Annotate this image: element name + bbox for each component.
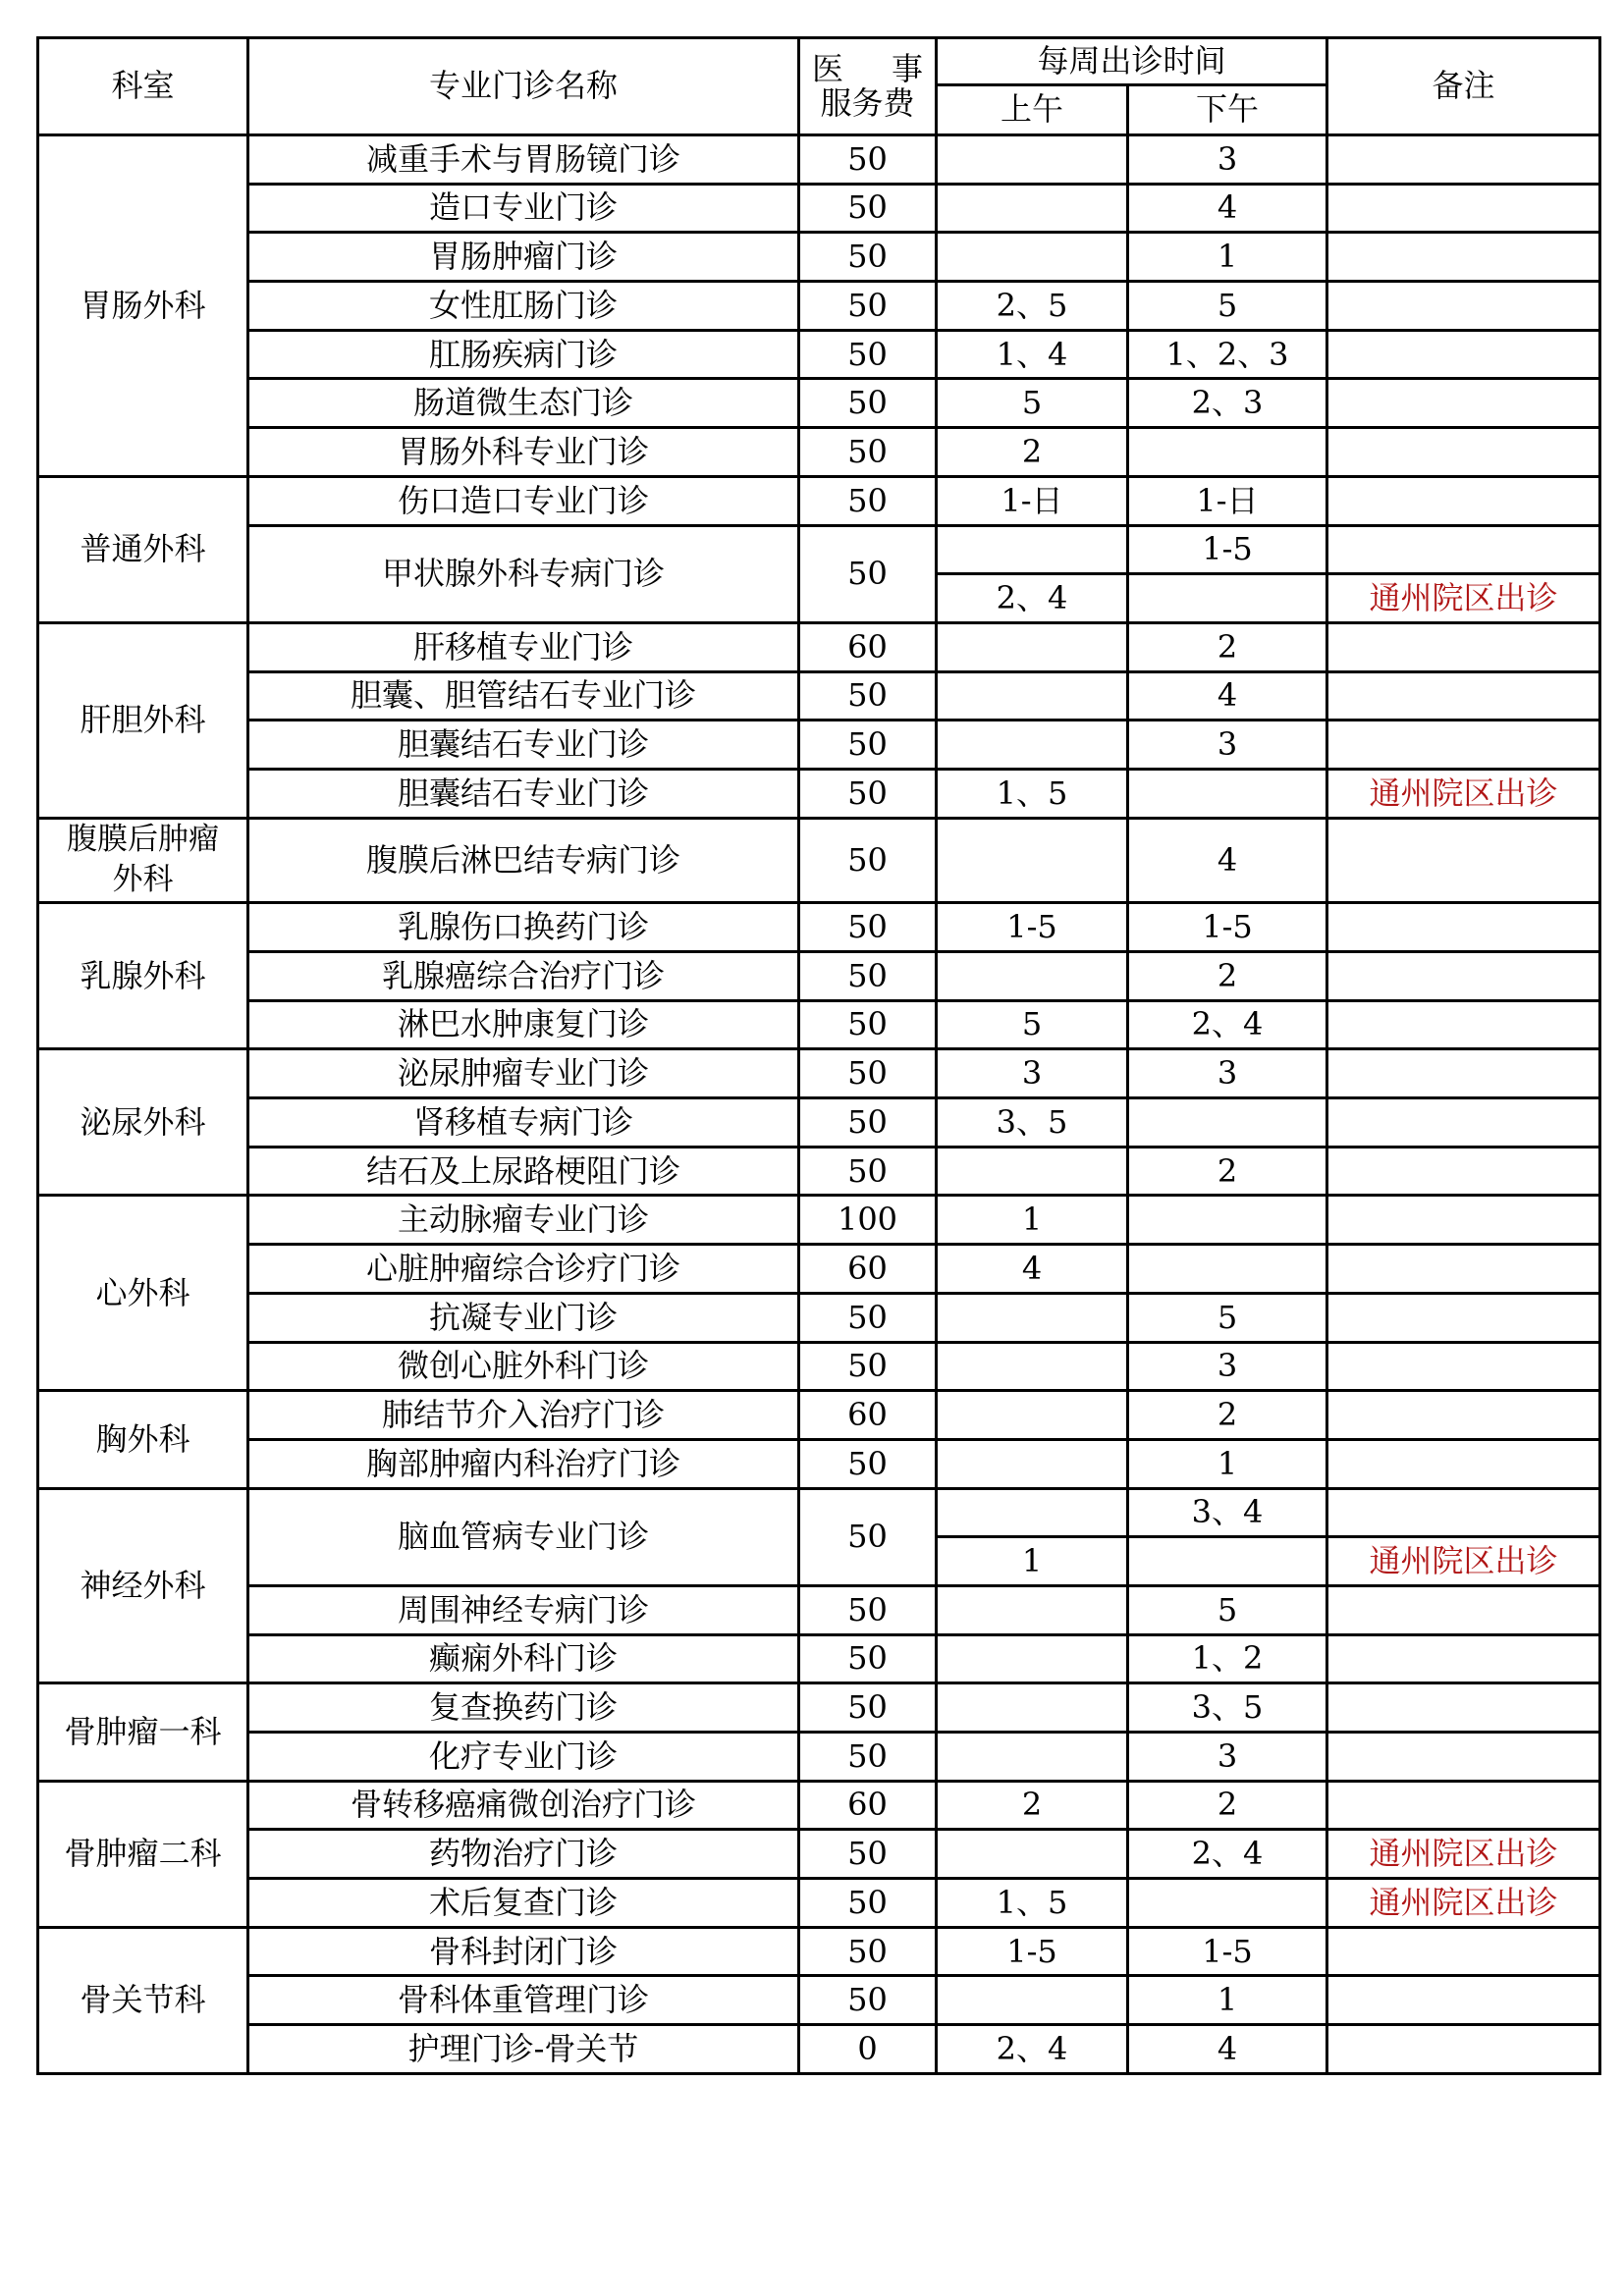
note-cell: [1327, 1196, 1600, 1245]
pm-cell: [1128, 769, 1327, 818]
table-row: [38, 330, 1600, 379]
fee-cell: 50: [799, 233, 937, 282]
note-cell: [1327, 1733, 1600, 1782]
fee-cell: 50: [799, 952, 937, 1001]
fee-cell: 60: [799, 1245, 937, 1294]
am-cell: [937, 721, 1128, 770]
am-cell: [937, 1634, 1128, 1683]
clinic-schedule-table: [36, 36, 1601, 2075]
note-cell: [1327, 1245, 1600, 1294]
clinic-name-cell: 泌尿肿瘤专业门诊: [248, 1049, 799, 1098]
am-cell: 1、4: [937, 330, 1128, 379]
dept-cell: 乳腺外科: [38, 903, 248, 1049]
note-cell: [1327, 1927, 1600, 1976]
dept-cell: 普通外科: [38, 476, 248, 622]
clinic-name-cell: 胸部肿瘤内科治疗门诊: [248, 1439, 799, 1488]
pm-cell: 3: [1128, 135, 1327, 185]
table-row: [38, 721, 1600, 770]
fee-cell: 50: [799, 476, 937, 525]
table-row: [38, 379, 1600, 428]
pm-cell: 1、2、3: [1128, 330, 1327, 379]
dept-cell: 神经外科: [38, 1488, 248, 1683]
fee-cell: 50: [799, 721, 937, 770]
pm-cell: 2: [1128, 622, 1327, 671]
clinic-name-cell: 复查换药门诊: [248, 1683, 799, 1733]
note-cell: 通州院区出诊: [1327, 1537, 1600, 1586]
clinic-name-cell: 肾移植专病门诊: [248, 1098, 799, 1148]
clinic-name-cell: 减重手术与胃肠镜门诊: [248, 135, 799, 185]
fee-cell: 60: [799, 1781, 937, 1830]
am-cell: 2、4: [937, 574, 1128, 623]
note-cell: [1327, 818, 1600, 903]
table-row: [38, 1927, 1600, 1976]
clinic-name-cell: 骨科体重管理门诊: [248, 1976, 799, 2025]
table-row: [38, 671, 1600, 721]
pm-cell: 5: [1128, 1585, 1327, 1634]
am-cell: 1-日: [937, 476, 1128, 525]
fee-cell: 50: [799, 818, 937, 903]
note-cell: [1327, 1585, 1600, 1634]
pm-cell: 1-日: [1128, 476, 1327, 525]
pm-cell: 1-5: [1128, 903, 1327, 952]
table-row: [38, 2025, 1600, 2074]
header-fee-char2: 事: [891, 49, 923, 87]
table-row: [38, 903, 1600, 952]
fee-cell: 50: [799, 1879, 937, 1928]
pm-cell: 1-5: [1128, 525, 1327, 574]
table-row: [38, 1439, 1600, 1488]
pm-cell: 4: [1128, 184, 1327, 233]
clinic-name-cell: 女性肛肠门诊: [248, 282, 799, 331]
pm-cell: 2: [1128, 1391, 1327, 1440]
table-row: [38, 135, 1600, 185]
table-row: [38, 184, 1600, 233]
table-row: [38, 282, 1600, 331]
fee-cell: 50: [799, 1976, 937, 2025]
note-cell: [1327, 525, 1600, 574]
am-cell: [937, 1439, 1128, 1488]
pm-cell: 2、4: [1128, 1830, 1327, 1879]
pm-cell: 1: [1128, 1976, 1327, 2025]
table-row: [38, 525, 1600, 574]
clinic-name-cell: 脑血管病专业门诊: [248, 1488, 799, 1585]
note-cell: [1327, 428, 1600, 477]
clinic-name-cell: 术后复查门诊: [248, 1879, 799, 1928]
header-fee-line2: 服务费: [820, 84, 915, 122]
fee-cell: 50: [799, 525, 937, 622]
clinic-name-cell: 癫痫外科门诊: [248, 1634, 799, 1683]
clinic-name-cell: 骨转移癌痛微创治疗门诊: [248, 1781, 799, 1830]
note-cell: [1327, 1976, 1600, 2025]
note-cell: [1327, 1049, 1600, 1098]
table-body: [38, 135, 1600, 2074]
pm-cell: 4: [1128, 818, 1327, 903]
header-fee-char1: 医: [812, 49, 844, 87]
fee-cell: 50: [799, 184, 937, 233]
clinic-name-cell: 胃肠肿瘤门诊: [248, 233, 799, 282]
fee-cell: 100: [799, 1196, 937, 1245]
table-row: [38, 1196, 1600, 1245]
clinic-name-cell: 心脏肿瘤综合诊疗门诊: [248, 1245, 799, 1294]
fee-cell: 50: [799, 1830, 937, 1879]
fee-cell: 50: [799, 671, 937, 721]
header-pm: 下午: [1128, 85, 1327, 135]
fee-cell: 50: [799, 1293, 937, 1342]
clinic-name-cell: 药物治疗门诊: [248, 1830, 799, 1879]
am-cell: [937, 671, 1128, 721]
table-row: [38, 1585, 1600, 1634]
pm-cell: 1: [1128, 233, 1327, 282]
am-cell: [937, 1830, 1128, 1879]
am-cell: [937, 1488, 1128, 1537]
fee-cell: 50: [799, 1098, 937, 1148]
header-fee: [799, 38, 937, 135]
am-cell: [937, 818, 1128, 903]
table-row: [38, 1781, 1600, 1830]
dept-cell: 心外科: [38, 1196, 248, 1391]
note-cell: [1327, 2025, 1600, 2074]
am-cell: 1、5: [937, 1879, 1128, 1928]
note-cell: [1327, 1098, 1600, 1148]
am-cell: [937, 1293, 1128, 1342]
pm-cell: [1128, 1537, 1327, 1586]
pm-cell: 4: [1128, 2025, 1327, 2074]
clinic-name-cell: 造口专业门诊: [248, 184, 799, 233]
pm-cell: 1、2: [1128, 1634, 1327, 1683]
note-cell: 通州院区出诊: [1327, 574, 1600, 623]
fee-cell: 50: [799, 1634, 937, 1683]
dept-cell: [38, 818, 248, 903]
pm-cell: 2: [1128, 1781, 1327, 1830]
fee-cell: 50: [799, 1049, 937, 1098]
clinic-name-cell: 骨科封闭门诊: [248, 1927, 799, 1976]
clinic-name-cell: 乳腺伤口换药门诊: [248, 903, 799, 952]
note-cell: [1327, 721, 1600, 770]
table-row: [38, 1733, 1600, 1782]
clinic-name-cell: 结石及上尿路梗阻门诊: [248, 1147, 799, 1196]
pm-cell: 2: [1128, 1147, 1327, 1196]
clinic-name-cell: 胆囊结石专业门诊: [248, 769, 799, 818]
table-row: [38, 622, 1600, 671]
clinic-name-cell: 胆囊结石专业门诊: [248, 721, 799, 770]
header-am: 上午: [937, 85, 1128, 135]
table-row: [38, 1245, 1600, 1294]
am-cell: [937, 135, 1128, 185]
am-cell: 2、5: [937, 282, 1128, 331]
clinic-name-cell: 腹膜后淋巴结专病门诊: [248, 818, 799, 903]
note-cell: [1327, 952, 1600, 1001]
clinic-name-cell: 肝移植专业门诊: [248, 622, 799, 671]
pm-cell: 3: [1128, 1342, 1327, 1391]
note-cell: [1327, 1147, 1600, 1196]
am-cell: [937, 525, 1128, 574]
note-cell: [1327, 1683, 1600, 1733]
fee-cell: 60: [799, 622, 937, 671]
pm-cell: 3: [1128, 1733, 1327, 1782]
pm-cell: 5: [1128, 1293, 1327, 1342]
table-row: [38, 952, 1600, 1001]
clinic-name-cell: 胆囊、胆管结石专业门诊: [248, 671, 799, 721]
am-cell: [937, 1147, 1128, 1196]
clinic-name-cell: 肠道微生态门诊: [248, 379, 799, 428]
table-row: [38, 1000, 1600, 1049]
pm-cell: 4: [1128, 671, 1327, 721]
header-note: 备注: [1327, 38, 1600, 135]
pm-cell: [1128, 1245, 1327, 1294]
pm-cell: 3: [1128, 1049, 1327, 1098]
table-row: [38, 233, 1600, 282]
pm-cell: [1128, 574, 1327, 623]
dept-cell: 骨肿瘤二科: [38, 1781, 248, 1927]
am-cell: [937, 1976, 1128, 2025]
note-cell: [1327, 1391, 1600, 1440]
table-row: [38, 769, 1600, 818]
dept-cell: 泌尿外科: [38, 1049, 248, 1196]
fee-cell: 50: [799, 428, 937, 477]
clinic-name-cell: 护理门诊-骨关节: [248, 2025, 799, 2074]
fee-cell: 0: [799, 2025, 937, 2074]
fee-cell: 50: [799, 1683, 937, 1733]
am-cell: [937, 1342, 1128, 1391]
header-schedule: 每周出诊时间: [937, 38, 1327, 85]
fee-cell: 50: [799, 1147, 937, 1196]
dept-name-line2: 外科: [112, 862, 174, 898]
fee-cell: 50: [799, 135, 937, 185]
clinic-name-cell: 主动脉瘤专业门诊: [248, 1196, 799, 1245]
dept-cell: 胸外科: [38, 1391, 248, 1488]
clinic-name-cell: 微创心脏外科门诊: [248, 1342, 799, 1391]
am-cell: [937, 622, 1128, 671]
fee-cell: 50: [799, 282, 937, 331]
am-cell: 1-5: [937, 1927, 1128, 1976]
note-cell: [1327, 476, 1600, 525]
note-cell: [1327, 1488, 1600, 1537]
clinic-name-cell: 淋巴水肿康复门诊: [248, 1000, 799, 1049]
note-cell: [1327, 1634, 1600, 1683]
am-cell: [937, 1391, 1128, 1440]
clinic-name-cell: 甲状腺外科专病门诊: [248, 525, 799, 622]
dept-cell: 胃肠外科: [38, 135, 248, 477]
pm-cell: 2、4: [1128, 1000, 1327, 1049]
am-cell: 4: [937, 1245, 1128, 1294]
am-cell: 1: [937, 1537, 1128, 1586]
clinic-name-cell: 乳腺癌综合治疗门诊: [248, 952, 799, 1001]
pm-cell: 3、5: [1128, 1683, 1327, 1733]
clinic-name-cell: 肺结节介入治疗门诊: [248, 1391, 799, 1440]
am-cell: 5: [937, 379, 1128, 428]
pm-cell: 1-5: [1128, 1927, 1327, 1976]
table-row: [38, 1342, 1600, 1391]
table-row: [38, 1098, 1600, 1148]
pm-cell: 2、3: [1128, 379, 1327, 428]
am-cell: [937, 1585, 1128, 1634]
clinic-name-cell: 伤口造口专业门诊: [248, 476, 799, 525]
pm-cell: [1128, 1879, 1327, 1928]
am-cell: [937, 1733, 1128, 1782]
pm-cell: 5: [1128, 282, 1327, 331]
note-cell: [1327, 135, 1600, 185]
fee-cell: 50: [799, 1585, 937, 1634]
pm-cell: [1128, 1196, 1327, 1245]
table-row: [38, 428, 1600, 477]
fee-cell: 50: [799, 1488, 937, 1585]
table-row: [38, 1683, 1600, 1733]
table-row: [38, 1147, 1600, 1196]
am-cell: 5: [937, 1000, 1128, 1049]
fee-cell: 50: [799, 1000, 937, 1049]
am-cell: [937, 233, 1128, 282]
note-cell: [1327, 1342, 1600, 1391]
table-row: [38, 1049, 1600, 1098]
am-cell: [937, 184, 1128, 233]
table-row: [38, 1976, 1600, 2025]
fee-cell: 50: [799, 903, 937, 952]
header-dept: 科室: [38, 38, 248, 135]
note-cell: [1327, 1293, 1600, 1342]
note-cell: [1327, 282, 1600, 331]
dept-cell: 肝胆外科: [38, 622, 248, 818]
note-cell: 通州院区出诊: [1327, 769, 1600, 818]
fee-cell: 50: [799, 1439, 937, 1488]
note-cell: [1327, 903, 1600, 952]
note-cell: [1327, 184, 1600, 233]
am-cell: 1: [937, 1196, 1128, 1245]
clinic-name-cell: 周围神经专病门诊: [248, 1585, 799, 1634]
note-cell: 通州院区出诊: [1327, 1879, 1600, 1928]
table-row: [38, 1391, 1600, 1440]
note-cell: 通州院区出诊: [1327, 1830, 1600, 1879]
clinic-name-cell: 胃肠外科专业门诊: [248, 428, 799, 477]
table-row: [38, 1293, 1600, 1342]
am-cell: 2: [937, 428, 1128, 477]
pm-cell: [1128, 1098, 1327, 1148]
fee-cell: 50: [799, 379, 937, 428]
table-row: [38, 1488, 1600, 1537]
fee-cell: 50: [799, 330, 937, 379]
note-cell: [1327, 379, 1600, 428]
table-row: [38, 476, 1600, 525]
pm-cell: 1: [1128, 1439, 1327, 1488]
note-cell: [1327, 233, 1600, 282]
pm-cell: [1128, 428, 1327, 477]
header-clinic-name: 专业门诊名称: [248, 38, 799, 135]
table-row: [38, 1830, 1600, 1879]
note-cell: [1327, 330, 1600, 379]
am-cell: 2、4: [937, 2025, 1128, 2074]
fee-cell: 50: [799, 1733, 937, 1782]
table-row: [38, 1879, 1600, 1928]
dept-cell: 骨肿瘤一科: [38, 1683, 248, 1781]
fee-cell: 50: [799, 769, 937, 818]
am-cell: [937, 952, 1128, 1001]
note-cell: [1327, 1000, 1600, 1049]
clinic-name-cell: 抗凝专业门诊: [248, 1293, 799, 1342]
fee-cell: 50: [799, 1927, 937, 1976]
am-cell: 3: [937, 1049, 1128, 1098]
fee-cell: 60: [799, 1391, 937, 1440]
pm-cell: 3: [1128, 721, 1327, 770]
clinic-name-cell: 化疗专业门诊: [248, 1733, 799, 1782]
clinic-name-cell: 肛肠疾病门诊: [248, 330, 799, 379]
table-row: [38, 1634, 1600, 1683]
am-cell: [937, 1683, 1128, 1733]
pm-cell: 2: [1128, 952, 1327, 1001]
am-cell: 1-5: [937, 903, 1128, 952]
am-cell: 2: [937, 1781, 1128, 1830]
note-cell: [1327, 1781, 1600, 1830]
note-cell: [1327, 671, 1600, 721]
note-cell: [1327, 1439, 1600, 1488]
pm-cell: 3、4: [1128, 1488, 1327, 1537]
dept-name-line1: 腹膜后肿瘤: [67, 821, 219, 857]
dept-cell: 骨关节科: [38, 1927, 248, 2073]
am-cell: 1、5: [937, 769, 1128, 818]
note-cell: [1327, 622, 1600, 671]
fee-cell: 50: [799, 1342, 937, 1391]
am-cell: 3、5: [937, 1098, 1128, 1148]
